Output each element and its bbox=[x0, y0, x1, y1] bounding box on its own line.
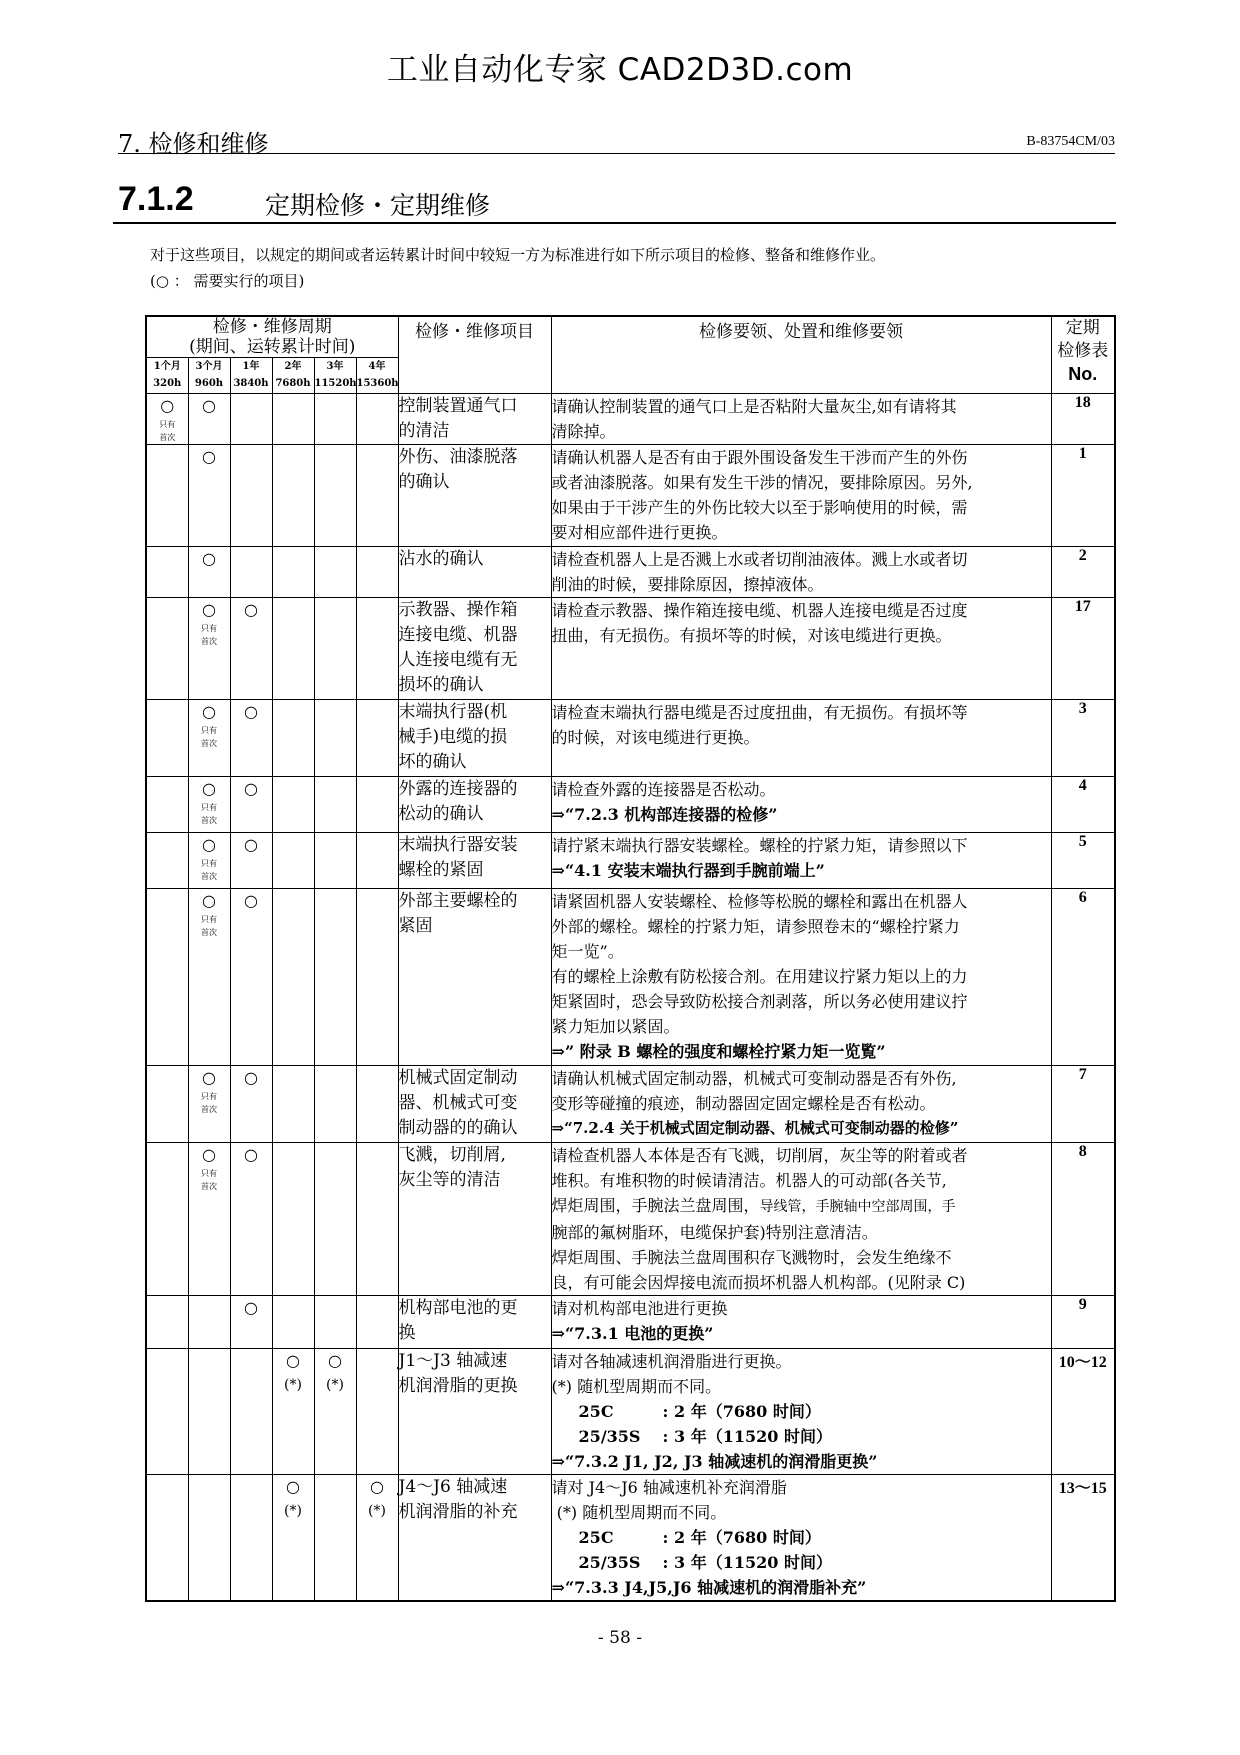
no-cell: 1 bbox=[1051, 445, 1115, 547]
desc-cell: 请拧紧末端执行器安装螺栓。螺栓的拧紧力矩，请参照以下 ⇒“4.1 安装末端执行器到手腕前端上” bbox=[551, 833, 1051, 889]
mark-cell: ○ (*) bbox=[272, 1474, 314, 1601]
watermark: 工业自动化专家 CAD2D3D.com bbox=[386, 52, 854, 88]
no-header: 定期 检修表 No. bbox=[1051, 316, 1115, 394]
item-cell: 外伤、油漆脱落 的确认 bbox=[398, 445, 551, 547]
section-title: 定期检修・定期维修 bbox=[265, 191, 491, 220]
desc-cell: 请检查机器人上是否溅上水或者切削油液体。溅上水或者切 削油的时候，要排除原因，擦掉液体。 bbox=[551, 547, 1051, 598]
mark-cell: ○ bbox=[230, 889, 272, 1066]
period-header: 检修・维修周期 (期间、运转累计时间) bbox=[146, 316, 398, 358]
item-cell: J1～J3 轴减速 机润滑脂的更换 bbox=[398, 1348, 551, 1474]
no-cell: 18 bbox=[1051, 394, 1115, 445]
item-cell: 控制装置通气口 的清洁 bbox=[398, 394, 551, 445]
section-number: 7.1.2 bbox=[118, 180, 194, 218]
table-row bbox=[146, 777, 1115, 833]
doc-code: B-83754CM/03 bbox=[1026, 134, 1115, 149]
item-header: 检修・维修项目 bbox=[398, 316, 551, 394]
desc-cell: 请检查外露的连接器是否松动。 ⇒“7.2.3 机构部连接器的检修” bbox=[551, 777, 1051, 833]
desc-header: 检修要领、处置和维修要领 bbox=[551, 316, 1051, 394]
mark-cell: ○ 只有 首次 bbox=[188, 700, 230, 777]
item-cell: 外露的连接器的 松动的确认 bbox=[398, 777, 551, 833]
table-row bbox=[146, 1066, 1115, 1142]
table-row bbox=[146, 547, 1115, 598]
period-3m: 3个月 960h bbox=[188, 358, 230, 394]
intro-line-2: (○ ： 需要实行的项目) bbox=[150, 272, 305, 290]
mark-cell: ○ (*) bbox=[272, 1348, 314, 1474]
item-cell: 沾水的确认 bbox=[398, 547, 551, 598]
table-row bbox=[146, 394, 1115, 445]
header-rule bbox=[118, 153, 1115, 154]
table-row bbox=[146, 1295, 1115, 1348]
period-4y: 4年 15360h bbox=[356, 358, 398, 394]
period-3y: 3年 11520h bbox=[314, 358, 356, 394]
period-2y: 2年 7680h bbox=[272, 358, 314, 394]
desc-cell: 请确认控制装置的通气口上是否粘附大量灰尘,如有请将其 清除掉。 bbox=[551, 394, 1051, 445]
item-cell: 末端执行器(机 械手)电缆的损 坏的确认 bbox=[398, 700, 551, 777]
no-cell: 13～15 bbox=[1051, 1474, 1115, 1601]
item-cell: 机构部电池的更 换 bbox=[398, 1295, 551, 1348]
item-cell: 外部主要螺栓的 紧固 bbox=[398, 889, 551, 1066]
mark-cell: ○ 只有 首次 bbox=[188, 1066, 230, 1142]
mark-cell: ○ 只有 首次 bbox=[188, 598, 230, 700]
no-cell: 17 bbox=[1051, 598, 1115, 700]
mark-cell: ○ 只有 首次 bbox=[146, 394, 188, 445]
mark-cell: ○ bbox=[188, 394, 230, 445]
no-cell: 10～12 bbox=[1051, 1348, 1115, 1474]
table-row bbox=[146, 700, 1115, 777]
desc-cell: 请对机构部电池进行更换 ⇒“7.3.1 电池的更换” bbox=[551, 1295, 1051, 1348]
desc-cell: 请对 J4～J6 轴减速机补充润滑脂 (*) 随机型周期而不同。 25C : 2 年（7680 时间） 25/35S : 3 年（11520 时间） ⇒“7.3.3 J4,J5,J6 轴减速机的润滑脂补充” bbox=[551, 1474, 1051, 1601]
table-row bbox=[146, 1348, 1115, 1474]
desc-cell: 请确认机器人是否有由于跟外围设备发生干涉而产生的外伤 或者油漆脱落。如果有发生干涉的情况，要排除原因。另外, 如果由于干涉产生的外伤比较大以至于影响使用的时候，需 要对相应部件进行更换。 bbox=[551, 445, 1051, 547]
mark-cell: ○ 只有 首次 bbox=[188, 1142, 230, 1295]
no-cell: 7 bbox=[1051, 1066, 1115, 1142]
maintenance-table bbox=[145, 315, 1116, 1602]
table-row bbox=[146, 598, 1115, 700]
intro-text bbox=[150, 242, 885, 294]
mark-cell: ○ bbox=[230, 1142, 272, 1295]
no-cell: 2 bbox=[1051, 547, 1115, 598]
desc-cell: 请紧固机器人安装螺栓、检修等松脱的螺栓和露出在机器人 外部的螺栓。螺栓的拧紧力矩，请参照卷末的“螺栓拧紧力 矩一览”。 有的螺栓上涂敷有防松接合剂。在用建议拧紧力矩以上的力 矩紧固时，恐会导致防松接合剂剥落，所以务必使用建议拧 紧力矩加以紧固。 ⇒” 附录 B 螺栓的强度和螺栓拧紧力矩一览覧” bbox=[551, 889, 1051, 1066]
item-cell: 示教器、操作箱 连接电缆、机器 人连接电缆有无 损坏的确认 bbox=[398, 598, 551, 700]
item-cell: 末端执行器安装 螺栓的紧固 bbox=[398, 833, 551, 889]
chapter-header: 7. 检修和维修 bbox=[118, 130, 269, 158]
page-number: - 58 - bbox=[598, 1628, 642, 1648]
no-cell: 8 bbox=[1051, 1142, 1115, 1295]
item-cell: J4～J6 轴减速 机润滑脂的补充 bbox=[398, 1474, 551, 1601]
item-cell: 飞溅，切削屑, 灰尘等的清洁 bbox=[398, 1142, 551, 1295]
intro-line-1: 对于这些项目，以规定的期间或者运转累计时间中较短一方为标准进行如下所示项目的检修、整备和维修作业。 bbox=[150, 246, 886, 264]
mark-cell: ○ (*) bbox=[356, 1474, 398, 1601]
desc-cell: 请检查末端执行器电缆是否过度扭曲，有无损伤。有损坏等 的时候，对该电缆进行更换。 bbox=[551, 700, 1051, 777]
table-row bbox=[146, 889, 1115, 1066]
section-rule bbox=[113, 222, 1116, 224]
table-row bbox=[146, 833, 1115, 889]
table-row bbox=[146, 445, 1115, 547]
mark-cell: ○ bbox=[188, 445, 230, 547]
no-cell: 9 bbox=[1051, 1295, 1115, 1348]
mark-cell: ○ bbox=[230, 777, 272, 833]
mark-cell: ○ bbox=[188, 547, 230, 598]
item-cell: 机械式固定制动 器、机械式可变 制动器的的确认 bbox=[398, 1066, 551, 1142]
mark-cell: ○ bbox=[230, 1066, 272, 1142]
desc-cell: 请对各轴减速机润滑脂进行更换。 (*) 随机型周期而不同。 25C : 2 年（7680 时间） 25/35S : 3 年（11520 时间） ⇒“7.3.2 J1, J2, J3 轴减速机的润滑脂更换” bbox=[551, 1348, 1051, 1474]
mark-cell: ○ bbox=[230, 598, 272, 700]
period-1y: 1年 3840h bbox=[230, 358, 272, 394]
no-cell: 6 bbox=[1051, 889, 1115, 1066]
mark-cell: ○ 只有 首次 bbox=[188, 777, 230, 833]
mark-cell: ○ bbox=[230, 1295, 272, 1348]
table-row bbox=[146, 1474, 1115, 1601]
no-cell: 3 bbox=[1051, 700, 1115, 777]
desc-cell: 请检查机器人本体是否有飞溅，切削屑，灰尘等的附着或者 堆积。有堆积物的时候请清洁。机器人的可动部(各关节, 焊炬周围，手腕法兰盘周围，导线管，手腕轴中空部周围，手 腕部的氟树脂环，电缆保护套)特别注意清洁。 焊炬周围、手腕法兰盘周围积存飞溅物时，会发生绝缘不 良，有可能会因焊接电流而损坏机器人机构部。(见附录 C) bbox=[551, 1142, 1051, 1295]
no-cell: 4 bbox=[1051, 777, 1115, 833]
table-row bbox=[146, 1142, 1115, 1295]
mark-cell: ○ 只有 首次 bbox=[188, 889, 230, 1066]
desc-cell: 请确认机械式固定制动器，机械式可变制动器是否有外伤, 变形等碰撞的痕迹，制动器固定固定螺栓是否有松动。 ⇒“7.2.4 关于机械式固定制动器、机械式可变制动器的检修” bbox=[551, 1066, 1051, 1142]
mark-cell: ○ (*) bbox=[314, 1348, 356, 1474]
mark-cell: ○ bbox=[230, 833, 272, 889]
no-cell: 5 bbox=[1051, 833, 1115, 889]
mark-cell: ○ 只有 首次 bbox=[188, 833, 230, 889]
desc-cell: 请检查示教器、操作箱连接电缆、机器人连接电缆是否过度 扭曲，有无损伤。有损坏等的时候，对该电缆进行更换。 bbox=[551, 598, 1051, 700]
period-1m: 1个月 320h bbox=[146, 358, 188, 394]
mark-cell: ○ bbox=[230, 700, 272, 777]
